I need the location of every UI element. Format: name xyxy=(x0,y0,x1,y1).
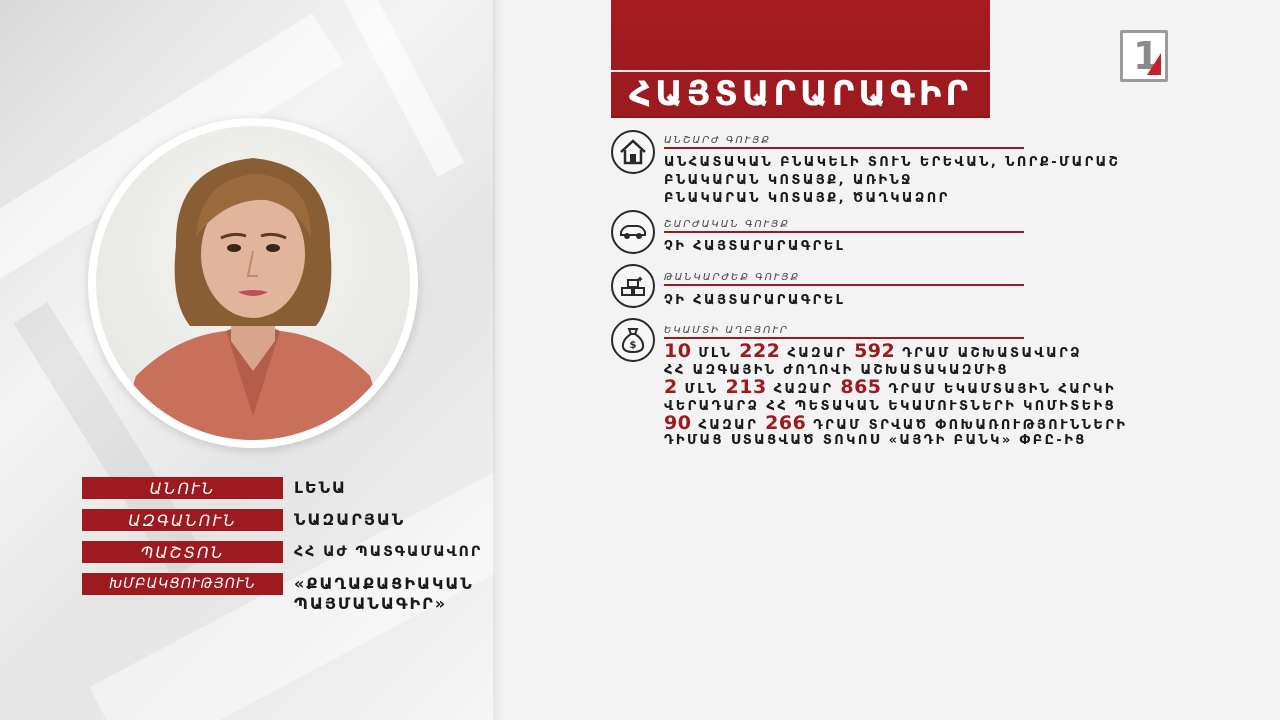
income-item-2-number-2: 213 xyxy=(725,376,767,398)
real-estate-line-1: ԱՆՀԱՏԱԿԱՆ ԲՆԱԿԵԼԻ ՏՈՒՆ ԵՐԵՎԱՆ, ՆՈՐՔ-ՄԱՐԱՇ xyxy=(664,155,1121,170)
income-item-2-number-3: 865 xyxy=(840,376,882,398)
income-item-1-number-2: 222 xyxy=(739,340,781,362)
faction-value xyxy=(294,574,474,614)
faction-value-line2: ՊԱՅՄԱՆԱԳԻՐ» xyxy=(294,594,448,613)
income-item-2-unit-1: ՄԼՆ xyxy=(684,382,719,397)
income-heading: ԵԿԱՄՏԻ ԱՂԲՅՈՒՐ xyxy=(664,325,789,336)
income-item-2-number-1: 2 xyxy=(664,376,678,398)
income-item-3-number-2: 266 xyxy=(765,412,807,434)
income-item-2-line-1 xyxy=(664,378,1116,399)
real-estate-underline xyxy=(664,147,1024,149)
movable-heading: ՇԱՐԺԱԿԱՆ ԳՈՒՅՔ xyxy=(664,219,790,230)
income-item-1-tail: ԴՐԱՄ ԱՇԽԱՏԱՎԱՐՁ xyxy=(902,346,1083,361)
money-bag-icon xyxy=(611,318,655,362)
portrait-photo xyxy=(96,126,410,440)
income-item-3-line-2: ԴԻՄԱՑ ՍՏԱՑՎԱԾ ՏՈԿՈՍ «ԱՅԴԻ ԲԱՆԿ» ՓԲԸ-ԻՑ xyxy=(664,433,1087,448)
income-item-1-unit-1: ՄԼՆ xyxy=(698,346,733,361)
logo-red-accent xyxy=(1147,53,1161,75)
income-item-1-line-1 xyxy=(664,342,1082,363)
income-item-2-tail: ԴՐԱՄ ԵԿԱՄՏԱՅԻՆ ՀԱՐԿԻ xyxy=(888,382,1116,397)
car-icon xyxy=(611,210,655,254)
movable-underline xyxy=(664,231,1024,233)
income-item-3-tail: ԴՐԱՄ ՏՐՎԱԾ ՓՈԽԱՌՈՒԹՅՈՒՆՆԵՐԻ xyxy=(813,418,1128,433)
valuables-text: ՉԻ ՀԱՅՏԱՐԱՐԱԳՐԵԼ xyxy=(664,293,846,308)
faction-label: ԽՄԲԱԿՑՈՒԹՅՈՒՆ xyxy=(82,573,283,595)
info-row-surname xyxy=(82,509,406,531)
info-row-name xyxy=(82,477,348,499)
page-title: ՀԱՅՏԱՐԱՐԱԳԻՐ xyxy=(628,74,973,114)
movable-text: ՉԻ ՀԱՅՏԱՐԱՐԱԳՐԵԼ xyxy=(664,239,846,254)
info-row-faction xyxy=(82,573,474,613)
portrait-frame xyxy=(88,118,418,448)
channel-logo-icon xyxy=(1120,30,1168,82)
income-item-1-number-1: 10 xyxy=(664,340,692,362)
surname-value: ՆԱԶԱՐՅԱՆ xyxy=(294,510,406,529)
income-item-2-line-2: ՎԵՐԱԴԱՐՁ ՀՀ ՊԵՏԱԿԱՆ ԵԿԱՄՈՒՏՆԵՐԻ ԿՈՄԻՏԵԻՑ xyxy=(664,399,1117,414)
panel-divider xyxy=(493,0,503,720)
svg-text:$: $ xyxy=(629,340,637,351)
gold-bars-icon xyxy=(611,264,655,308)
real-estate-line-2: ԲՆԱԿԱՐԱՆ ԿՈՏԱՅՔ, ԱՌԻՆՋ xyxy=(664,173,913,188)
income-item-1-line-2: ՀՀ ԱԶԳԱՅԻՆ ԺՈՂՈՎԻ ԱՇԽԱՏԱԿԱԶՄԻՑ xyxy=(664,363,1009,378)
name-label: ԱՆՈՒՆ xyxy=(82,477,283,499)
logo-digit-glyph: 1 xyxy=(1133,34,1160,78)
info-row-position xyxy=(82,541,483,563)
income-item-2-unit-2: ՀԱԶԱՐ xyxy=(773,382,834,397)
income-item-3-unit-1: ՀԱԶԱՐ xyxy=(698,418,759,433)
person-illustration xyxy=(96,126,410,440)
surname-label: ԱԶԳԱՆՈՒՆ xyxy=(82,509,283,531)
position-label: ՊԱՇՏՈՆ xyxy=(82,541,283,563)
valuables-heading: ԹԱՆԿԱՐԺԵՔ ԳՈՒՅՔ xyxy=(664,272,801,283)
position-value: ՀՀ ԱԺ ՊԱՏԳԱՄԱՎՈՐ xyxy=(294,544,483,560)
income-item-1-unit-2: ՀԱԶԱՐ xyxy=(787,346,848,361)
real-estate-line-3: ԲՆԱԿԱՐԱՆ ԿՈՏԱՅՔ, ԾԱՂԿԱՁՈՐ xyxy=(664,191,950,206)
faction-value-line1: «ՔԱՂԱՔԱՑԻԱԿԱՆ xyxy=(294,574,474,593)
income-item-3-number-1: 90 xyxy=(664,412,692,434)
house-icon xyxy=(611,130,655,174)
income-underline xyxy=(664,337,1024,339)
name-value: ԼԵՆԱ xyxy=(294,478,348,497)
real-estate-heading: ԱՆՇԱՐԺ ԳՈՒՅՔ xyxy=(664,135,771,146)
income-item-1-number-3: 592 xyxy=(854,340,896,362)
valuables-underline xyxy=(664,284,1024,286)
